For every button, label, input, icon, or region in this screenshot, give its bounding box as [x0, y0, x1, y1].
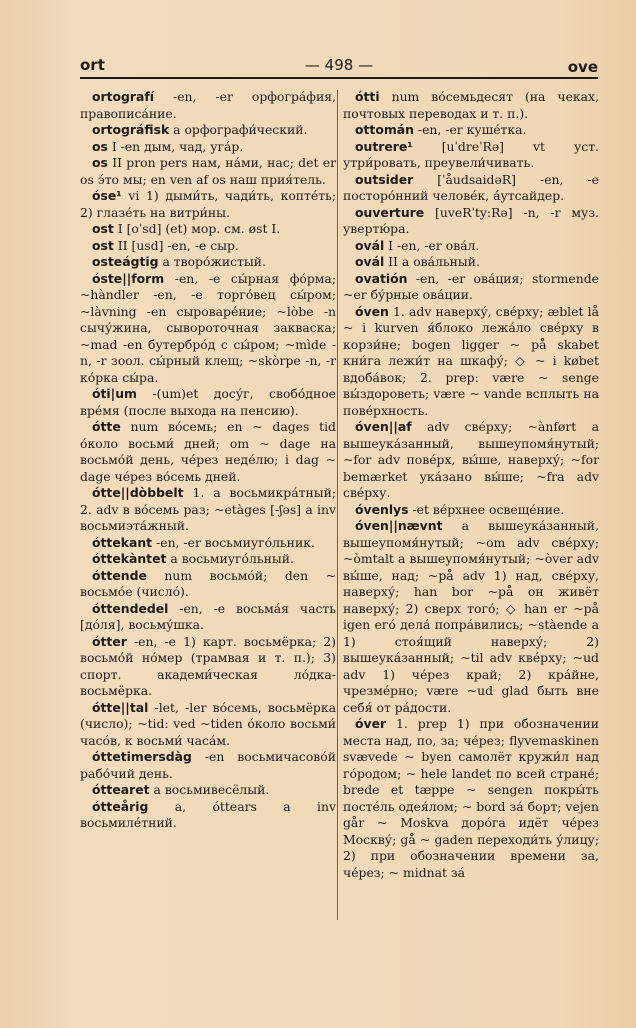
dictionary-entry [80, 799, 336, 832]
entry-headword: ótti [355, 89, 380, 104]
entry-definition: II pron pers нам, на́ми, нас; det er os э́то мы; en ven af os наш прия́тель. [80, 155, 336, 187]
entry-headword: ost [92, 237, 114, 253]
left-column [80, 89, 336, 832]
entry-definition: a, óttears a inv восьмиле́тний. [80, 798, 336, 830]
entry-definition: -en, -er ова́ция; stormende ~er бу́рные ова́ции. [343, 270, 599, 302]
entry-definition: 1. prep 1) при обозначении места над, по, за; че́рез; flyvemaskinen svævede ~ byen самолёт кружи́л над го́родом; ~ hele landet по всей стране́; brede et tæppe ~ sengen покры́ть посте́ль одея́лом; ~ bord за́ борт; vejen går ~ Moskva доро́га идёт че́рез Москву́; gå ~ gaden переходи́ть у́лицу; 2) при обозначении времени за, че́рез; ~ midnat за́ [343, 716, 599, 880]
entry-headword: óttekant [92, 534, 153, 550]
dictionary-entry [80, 122, 336, 139]
dictionary-entry [343, 139, 599, 172]
entry-definition: I -en, -er ова́л. [384, 237, 480, 253]
dictionary-entry [80, 601, 336, 634]
entry-headword: óti|um [92, 386, 137, 401]
entry-headword: óver [355, 716, 387, 731]
entry-headword: óttende [92, 567, 147, 583]
entry-definition: num восьмо́й; den ~ восьмо́е (число́). [80, 567, 336, 599]
entry-headword: outrere¹ [355, 138, 413, 154]
entry-definition: -en, -er орфогра́фия, правописа́ние. [80, 89, 336, 121]
column-divider [337, 90, 338, 920]
entry-definition: a восьмивесёлый. [149, 782, 270, 797]
entry-headword: óttekàntet [92, 551, 167, 566]
entry-headword: outsider [355, 171, 414, 187]
dictionary-entry [343, 254, 599, 271]
dictionary-entry [343, 89, 599, 122]
header-rule [80, 77, 598, 79]
entry-headword: ortografí [92, 89, 155, 104]
entry-definition: a орфографи́ческий. [169, 122, 308, 137]
entry-definition: -en, -e 1) карт. восьмёрка; 2) восьмо́й но́мер (трамвая и т. п.); 3) спорт. академи́ческая ло́дка-восьмёрка. [80, 633, 336, 698]
entry-headword: óven [355, 303, 389, 319]
entry-definition: [uveRˈty:Rə] -n, -r муз. увертю́ра. [343, 204, 599, 236]
entry-headword: ótte [92, 419, 121, 434]
entry-headword: óttendedel [92, 600, 169, 616]
entry-headword: óvenlys [355, 501, 409, 517]
entry-definition: II [usd] -en, -e сыр. [113, 237, 239, 253]
dictionary-entry [343, 172, 599, 205]
entry-definition: a вышеука́занный, вышеупомя́нутый; ~om adv све́рху; ~òmtalt a вышеупомя́нутый; ~òver adv вы́ше, над; ~på adv 1) над, све́рху, наверху́; han bor ~på он живёт наверху́; 2) сверх того́; ◇ han er ~på igen его́ дела́ попра́вились; ~stàende a 1) стоя́щий наверху́; 2) вышеука́занный; ~til adv кве́рху; ~ud adv 1) че́рез край; 2) кра́йне, чрезме́рно; være ~ud glad быть вне себя́ от ра́дости. [343, 518, 599, 715]
dictionary-entry [80, 188, 336, 221]
entry-definition: I [oˈsd] (et) мор. см. øst I. [113, 221, 281, 236]
entry-headword: os [92, 155, 108, 170]
entry-headword: ótter [92, 633, 127, 649]
entry-headword: ótte||tal [92, 699, 149, 715]
entry-definition: num во́семьдесят (на чеках, почтовых переводах и т. п.). [343, 89, 599, 121]
entry-definition: I -en дым, чад, уга́р. [107, 138, 244, 154]
entry-headword: os [92, 138, 108, 154]
entry-definition: vi 1) дыми́ть, чади́ть, копте́ть; 2) глазе́ть на витри́ны. [80, 188, 336, 220]
entry-definition: a творо́жистый. [158, 254, 266, 269]
dictionary-entry [80, 485, 336, 535]
entry-definition: num во́семь; en ~ dages tid о́коло восьми́ дней; om ~ dage на восьмо́й день, че́рез неде́лю; i dag ~ dage че́рез во́семь дней. [80, 419, 336, 484]
entry-headword: ouverture [355, 204, 425, 220]
dictionary-entry [343, 205, 599, 238]
entry-definition: -let, -ler во́семь, восьмёрка (число); ~tid: ved ~tiden о́коло восьми́ часо́в, к восьми́ часа́м. [80, 699, 336, 748]
dictionary-entry [343, 518, 599, 716]
header-right-word: ove [567, 58, 598, 76]
entry-headword: óven||nævnt [355, 518, 443, 533]
entry-definition: -en, -e сы́рная фо́рма; ~hàndler -en, -e торго́вец сы́ром; ~làvning -en сыроваре́ние; ~lòbe -n сычу́жина, сывороточная закваска; ~mad -en бутербро́д с сы́ром; ~mìde -n, -r зоол. сы́рный клещ; ~skòrpe -n, -r ко́рка сы́ра. [80, 270, 336, 385]
entry-headword: ortográfisk [92, 122, 170, 137]
dictionary-entry [343, 716, 599, 881]
right-column [343, 89, 599, 881]
entry-definition: -et ве́рхнее освеще́ние. [408, 501, 565, 517]
entry-headword: osteágtig [92, 254, 159, 269]
dictionary-entry [343, 304, 599, 420]
page-header [80, 56, 598, 78]
dictionary-entry [80, 700, 336, 750]
entry-headword: óste||form [92, 270, 165, 286]
page-number: — 498 — [304, 56, 374, 74]
dictionary-entry [80, 419, 336, 485]
dictionary-entry [343, 122, 599, 139]
entry-headword: ovál [355, 237, 385, 253]
entry-definition: 1. a восьмикра́тный; 2. adv в во́семь раз; ~etàges [-ʃəs] a inv восьмиэта́жный. [80, 485, 336, 533]
dictionary-entry [80, 535, 336, 552]
entry-definition: [uˈdreˈRə] vt уст. утри́ровать, преувели́чивать. [343, 138, 599, 170]
entry-headword: ovál [355, 254, 385, 269]
dictionary-entry [80, 551, 336, 568]
dictionary-entry [80, 89, 336, 122]
entry-definition: -en, -er восьмиуго́льник. [152, 534, 315, 550]
dictionary-entry [80, 254, 336, 271]
entry-definition: II a ова́льный. [384, 254, 480, 269]
dictionary-entry [343, 419, 599, 502]
dictionary-entry [80, 634, 336, 700]
dictionary-entry [343, 502, 599, 519]
dictionary-entry [80, 271, 336, 387]
entry-definition: [ˈåudsaidəR] -en, -e посторо́нний челове́к, а́утсайдер. [343, 171, 599, 203]
dictionary-entry [343, 271, 599, 304]
entry-headword: óttetimersdàg [92, 749, 192, 764]
dictionary-entry [80, 221, 336, 238]
dictionary-entry [80, 139, 336, 156]
entry-definition: -en, -e восьма́я часть [до́ля], восьму́шка. [80, 600, 336, 632]
entry-headword: ottomán [355, 122, 414, 137]
dictionary-entry [343, 238, 599, 255]
entry-headword: óven||af [355, 419, 412, 434]
entry-definition: -en, -er куше́тка. [413, 122, 527, 137]
entry-headword: óse¹ [92, 188, 122, 203]
entry-definition: -(um)et досу́г, свобо́дное вре́мя (после выхода на пенсию). [80, 386, 336, 418]
dictionary-entry [80, 749, 336, 782]
entry-headword: ótte||dòbbelt [92, 485, 184, 500]
entry-headword: ótteårig [92, 798, 149, 814]
dictionary-entry [80, 386, 336, 419]
entry-definition: a восьмиуго́льный. [166, 551, 294, 566]
dictionary-entry [80, 568, 336, 601]
entry-headword: óttearet [92, 782, 150, 797]
dictionary-entry [80, 238, 336, 255]
entry-headword: ost [92, 221, 114, 236]
dictionary-entry [80, 155, 336, 188]
dictionary-entry [80, 782, 336, 799]
entry-definition: 1. adv наверху́, све́рху; æblet lå ~ i kurven я́блоко лежа́ло све́рху в корзи́не; bogen ligger ~ på skabet кни́га лежи́т на шкафу́; ◇ ~ i købet вдоба́вок; 2. prep: være ~ senge вы́здороветь; være ~ vande всплыть на пове́рхность. [343, 303, 599, 418]
entry-definition: -en восьмичасово́й рабо́чий день. [80, 749, 336, 781]
entry-definition: adv све́рху; ~ànført a вышеука́занный, вышеупомя́нутый; ~for adv пове́рх, вы́ше, наверху́; ~for bemærket ука́зано вы́ше; ~fra adv све́рху. [343, 419, 599, 500]
header-left-word: ort [80, 56, 105, 74]
entry-headword: ovatión [355, 270, 408, 286]
